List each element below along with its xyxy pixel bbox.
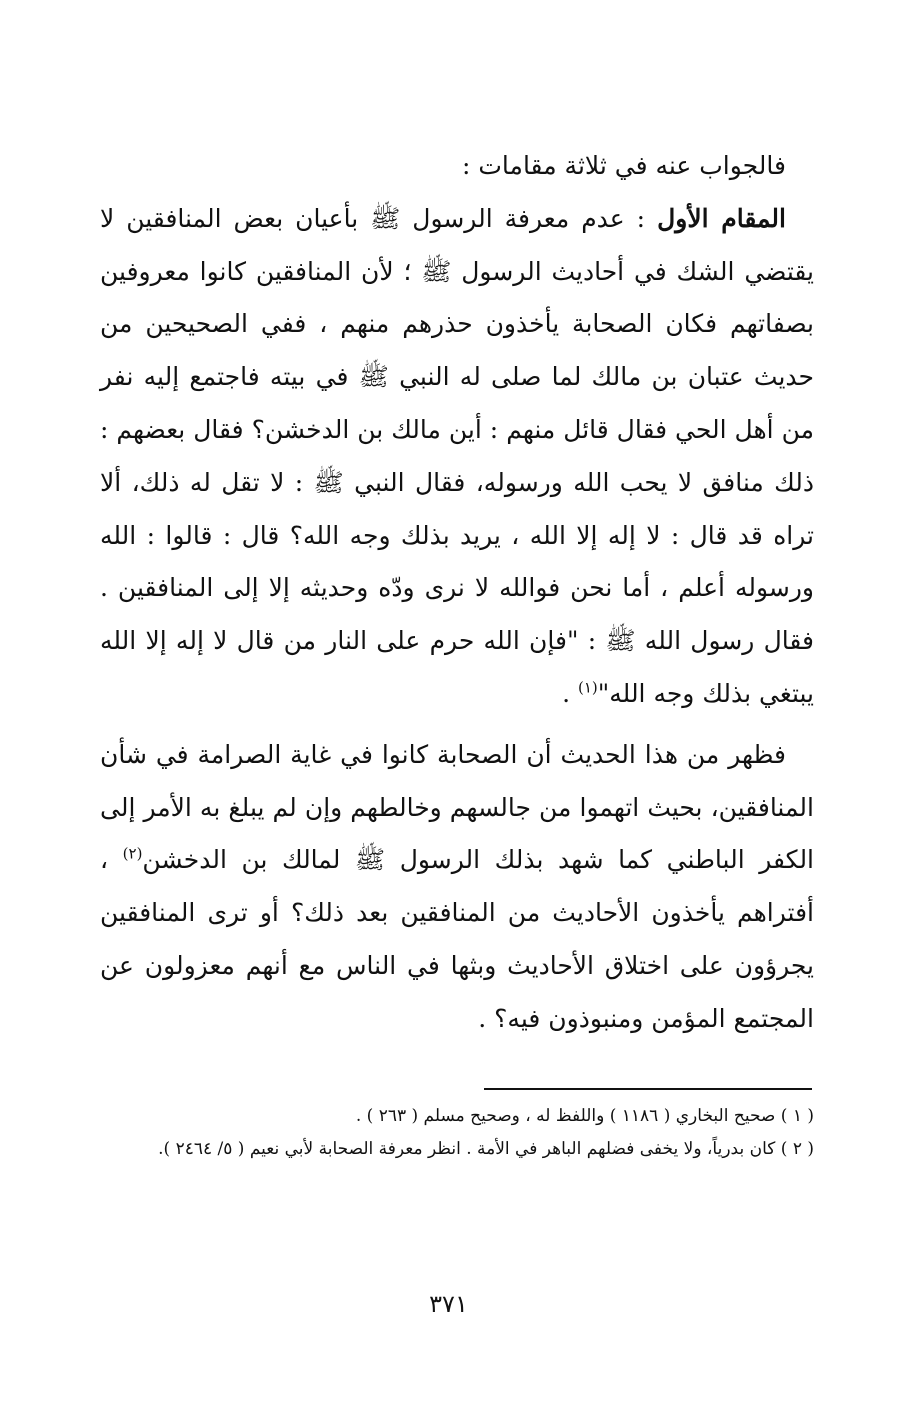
main-text: [100, 140, 814, 1046]
intro-paragraph: [100, 140, 814, 193]
conclusion-text-b: ، أفتراهم يأخذون الأحاديث من المنافقين بعد ذلك؟ أو ترى المنافقين يجرؤون على اختلاق الأحاديث وبثها في الناس مع أنهم معزولون عن المجتمع المؤمن ومنبوذون فيه؟ .: [100, 845, 814, 1033]
section-heading: المقام الأول: [657, 203, 786, 233]
footnote-1: ( ١ ) صحيح البخاري ( ١١٨٦ ) واللفظ له ، وصحيح مسلم ( ٢٦٣ ) .: [355, 1106, 814, 1126]
first-station-end: .: [562, 678, 578, 708]
footnote-separator: [484, 1088, 812, 1090]
first-station-text: : عدم معرفة الرسول ﷺ بأعيان بعض المنافقين لا يقتضي الشك في أحاديث الرسول ﷺ ؛ لأن المنافقين كانوا معروفين بصفاتهم فكان الصحابة يأخذون حذرهم منهم ، ففي الصحيحين من حديث عتبان بن مالك لما صلى له النبي ﷺ في بيته فاجتمع إليه نفر من أهل الحي فقال قائل منهم : أين مالك بن الدخشن؟ فقال بعضهم : ذلك منافق لا يحب الله ورسوله، فقال النبي ﷺ : لا تقل له ذلك، ألا تراه قد قال : لا إله إلا الله ، يريد بذلك وجه الله؟ قال : قالوا : الله ورسوله أعلم ، أما نحن فوالله لا نرى ودّه وحديثه إلا إلى المنافقين . فقال رسول الله ﷺ : "فإن الله حرم على النار من قال لا إله إلا الله يبتغي بذلك وجه الله": [100, 203, 814, 708]
footnote-ref-2[interactable]: (٢): [122, 845, 143, 864]
page-number: ٣٧١: [429, 1290, 468, 1318]
first-station-paragraph: [100, 193, 814, 721]
intro-sentence: فالجواب عنه في ثلاثة مقامات :: [462, 151, 786, 180]
footnotes: [100, 1100, 814, 1166]
footnote-2: ( ٢ ) كان بدرياً، ولا يخفى فضلهم الباهر في الأمة . انظر معرفة الصحابة لأبي نعيم ( ٥/ ٢٤٦٤ ).: [158, 1139, 814, 1159]
conclusion-text-a: فظهر من هذا الحديث أن الصحابة كانوا في غاية الصرامة في شأن المنافقين، بحيث اتهموا من جالسهم وخالطهم وإن لم يبلغ به الأمر إلى الكفر الباطني كما شهد بذلك الرسول ﷺ لمالك بن الدخشن: [100, 739, 815, 875]
footnote-ref-1[interactable]: (١): [577, 678, 598, 697]
conclusion-paragraph: [100, 729, 814, 1046]
